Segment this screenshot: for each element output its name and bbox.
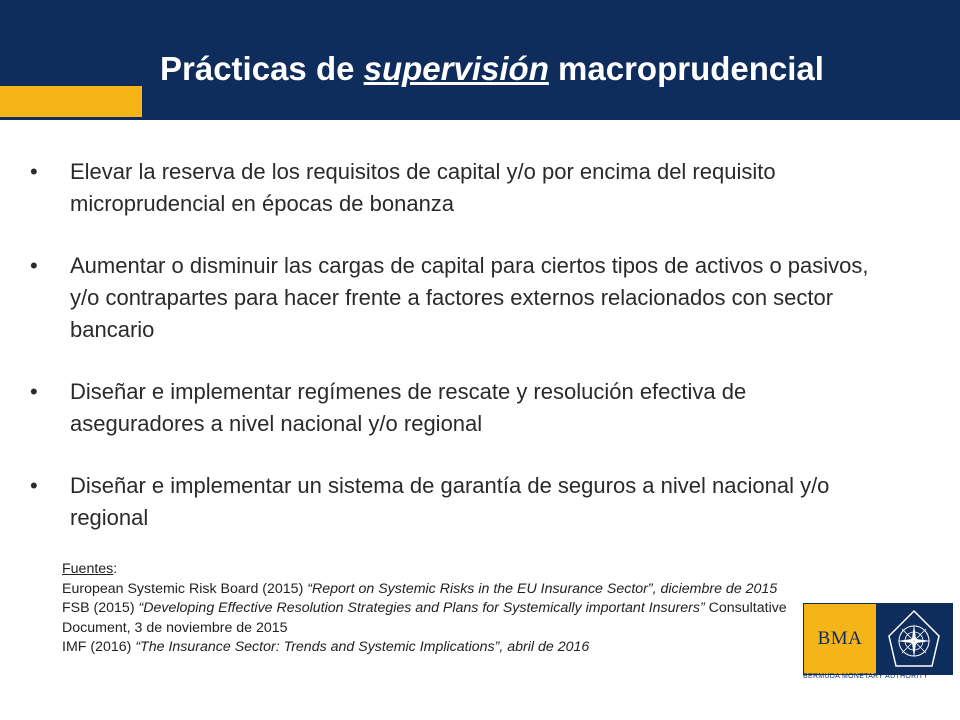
bullet-list: [30, 156, 880, 564]
bullet-item: [30, 470, 880, 534]
bullet-item: [30, 156, 880, 220]
source-title: “Report on Systemic Risks in the EU Insurance Sector”, diciembre de 2015: [307, 580, 778, 597]
bullet-dot: •: [30, 253, 38, 278]
bullet-dot: •: [30, 159, 38, 184]
bullet-dot: •: [30, 473, 38, 498]
title-part-1: Prácticas de: [160, 50, 364, 87]
source-detail: Consultative Document, 3 de noviembre de 2015: [62, 600, 787, 636]
logo-caption: BERMUDA MONETARY AUTHORITY: [803, 673, 929, 680]
slide-title: [160, 50, 824, 88]
bma-logo: [803, 603, 953, 675]
bullet-text: Elevar la reserva de los requisitos de capital y/o por encima del requisito microprudencial en épocas de bonanza: [70, 159, 776, 216]
compass-rose-emblem-icon: [876, 604, 952, 674]
sources-heading: [62, 560, 792, 580]
source-author: IMF (2016): [62, 639, 136, 655]
bullet-text: Aumentar o disminuir las cargas de capital para ciertos tipos de activos o pasivos, y/o contrapartes para hacer frente a factores externos relacionados con sector bancario: [70, 253, 869, 342]
accent-block: [0, 86, 142, 117]
source-ref: [62, 638, 792, 658]
title-emphasis: supervisión: [363, 50, 549, 87]
emblem-svg: [884, 608, 944, 670]
sources-block: [62, 560, 792, 658]
source-author: European Systemic Risk Board (2015): [62, 580, 308, 597]
bullet-dot: •: [30, 379, 38, 404]
bullet-item: [30, 250, 880, 346]
source-title: “Developing Effective Resolution Strategies and Plans for Systemically important Insurers”: [138, 600, 705, 616]
bullet-text: Diseñar e implementar regímenes de rescate y resolución efectiva de aseguradores a nivel nacional y/o regional: [70, 379, 747, 436]
source-author: FSB (2015): [62, 600, 139, 616]
sources-label: Fuentes: [62, 561, 114, 577]
source-title: “The Insurance Sector: Trends and Systemic Implications”, abril de 2016: [135, 639, 590, 655]
bullet-item: [30, 376, 880, 440]
logo-wordmark: BMA: [817, 628, 863, 649]
source-ref: [62, 599, 792, 638]
logo-wordmark-box: [804, 604, 876, 674]
source-ref: [62, 580, 792, 600]
sources-colon: :: [113, 561, 118, 577]
title-part-2: macroprudencial: [548, 50, 824, 87]
bullet-text: Diseñar e implementar un sistema de garantía de seguros a nivel nacional y/o regional: [70, 473, 830, 530]
